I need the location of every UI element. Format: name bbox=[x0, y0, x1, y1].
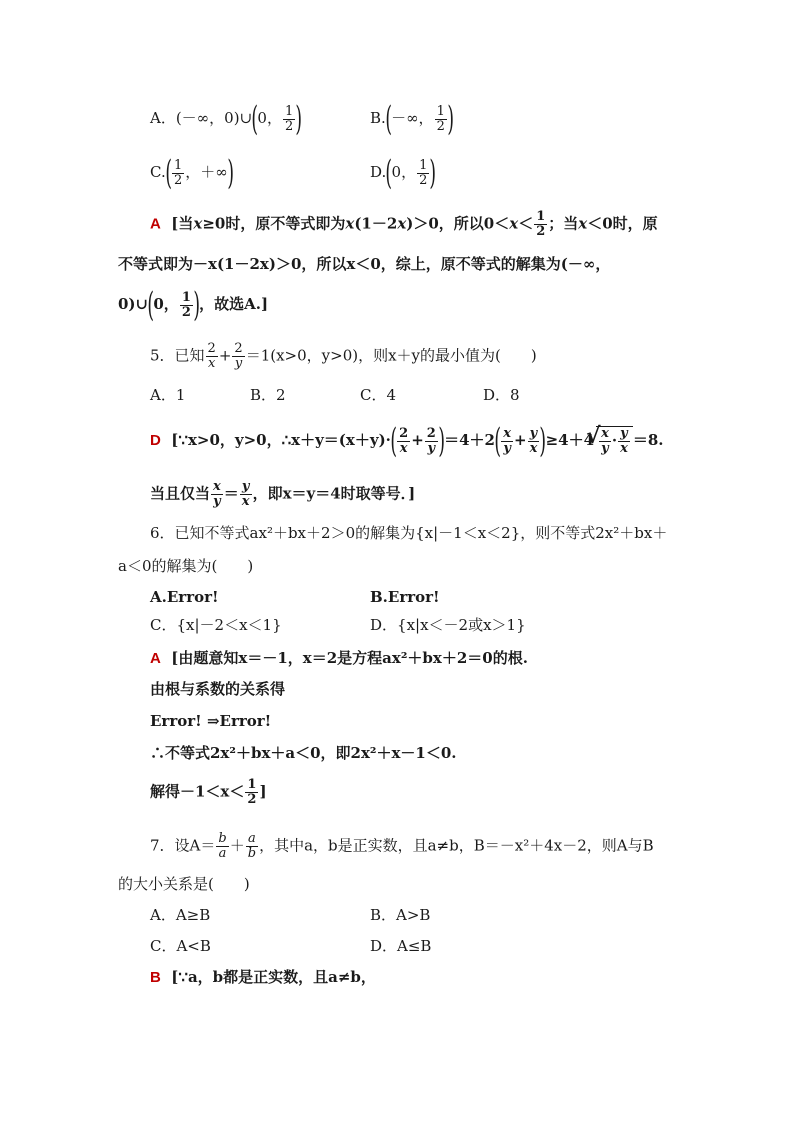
fraction-half: $\frac{1}{2}$ bbox=[536, 209, 546, 239]
q4-solution-line1: A [当x≥0时，原不等式即为x(1－2x)＞0，所以0＜x＜ $\frac{1}{2}$ ；当x＜0时，原 bbox=[150, 209, 658, 239]
q5-stem: 5．已知 $\frac{2}{x}$ + $\frac{2}{y}$ ＝1(x>0，y>0)，则x＋y的最小值为( ) bbox=[150, 341, 537, 371]
fraction-half: $\frac{1}{2}$ bbox=[173, 157, 183, 188]
q7-option-b: B．A>B bbox=[370, 906, 431, 924]
answer-letter: B bbox=[150, 969, 161, 986]
q6-stem-line2: a＜0的解集为( ) bbox=[118, 557, 254, 575]
fraction-half: $\frac{1}{2}$ bbox=[284, 103, 294, 134]
fraction-half: $\frac{1}{2}$ bbox=[181, 289, 191, 320]
q7-stem-line1: 7．设A＝ $\frac{b}{a}$ ＋ $\frac{a}{b}$ ，其中a，b是正实数，且a≠b，B＝－x²＋4x－2，则A与B bbox=[150, 831, 654, 861]
q7-option-c: C．A<B bbox=[150, 937, 211, 955]
q6-solution-line2: 由根与系数的关系得 bbox=[150, 680, 286, 698]
q5-option-c: C．4 bbox=[360, 386, 397, 404]
q6-stem-line1: 6．已知不等式ax²＋bx＋2＞0的解集为{x|－1＜x＜2}，则不等式2x²＋bx＋ bbox=[150, 524, 668, 542]
q7-option-d: D．A≤B bbox=[370, 937, 432, 955]
q6-solution-line3: Error! ⇒Error! bbox=[150, 712, 272, 730]
q5-solution-line2: 当且仅当 $\frac{x}{y}$ ＝ $\frac{y}{x}$ ，即x＝y＝4时取等号．] bbox=[150, 479, 416, 509]
q5-option-d: D．8 bbox=[483, 386, 520, 404]
q6-option-a: A.Error! bbox=[150, 588, 219, 606]
q4-option-d: D.(0， $\frac{1}{2}$ ) bbox=[370, 153, 437, 193]
fraction-half: $\frac{1}{2}$ bbox=[419, 157, 428, 188]
q6-solution-line1: A [由题意知x＝－1，x＝2是方程ax²＋bx＋2＝0的根. bbox=[150, 649, 528, 667]
q4-solution-line2: 不等式即为－x(1－2x)＞0，所以x＜0，综上，原不等式的解集为(－∞， bbox=[118, 255, 611, 273]
answer-letter: A bbox=[150, 650, 161, 667]
q7-option-a: A．A≥B bbox=[150, 906, 211, 924]
q7-solution-line1: B [∵a，b都是正实数，且a≠b， bbox=[150, 968, 376, 986]
q6-solution-line4: ∴不等式2x²＋bx＋a＜0，即2x²＋x－1＜0. bbox=[150, 744, 457, 762]
q4-option-b: B.(－∞， $\frac{1}{2}$ ) bbox=[370, 99, 454, 139]
sqrt-symbol: √ $\frac{x}{y}$ · $\frac{y}{x}$ bbox=[596, 426, 633, 456]
q6-option-b: B.Error! bbox=[370, 588, 440, 606]
fraction-half: $\frac{1}{2}$ bbox=[247, 777, 257, 807]
q7-stem-line2: 的大小关系是( ) bbox=[118, 875, 250, 893]
answer-letter: A bbox=[150, 215, 161, 233]
q5-solution-line1: D [∵x>0，y>0，∴x＋y＝(x＋y)·( $\frac{2}{x}$ + $\frac{2}{y}$ )＝4＋2( $\frac{x}{y}$ + $\frac{y}{x}$ )≥4＋4 √ $\frac{x}{y}$ · $\frac{y}{x}$ ＝8. bbox=[150, 426, 664, 456]
q4-solution-line3: 0)∪(0， $\frac{1}{2}$ )，故选A.] bbox=[118, 285, 269, 325]
fraction-half: $\frac{1}{2}$ bbox=[436, 103, 445, 134]
q6-option-c: C．{x|－2＜x＜1} bbox=[150, 616, 282, 634]
q6-solution-line5: 解得－1＜x＜ $\frac{1}{2}$ ] bbox=[150, 777, 267, 807]
q6-option-d: D．{x|x＜－2或x＞1} bbox=[370, 616, 526, 634]
q4-option-c: C.( $\frac{1}{2}$ ，＋∞) bbox=[150, 153, 234, 193]
answer-letter: D bbox=[150, 432, 161, 449]
q4-option-a: A．(－∞，0)∪(0， $\frac{1}{2}$ ) bbox=[150, 99, 303, 139]
q5-option-b: B．2 bbox=[250, 386, 286, 404]
q5-option-a: A．1 bbox=[150, 386, 186, 404]
